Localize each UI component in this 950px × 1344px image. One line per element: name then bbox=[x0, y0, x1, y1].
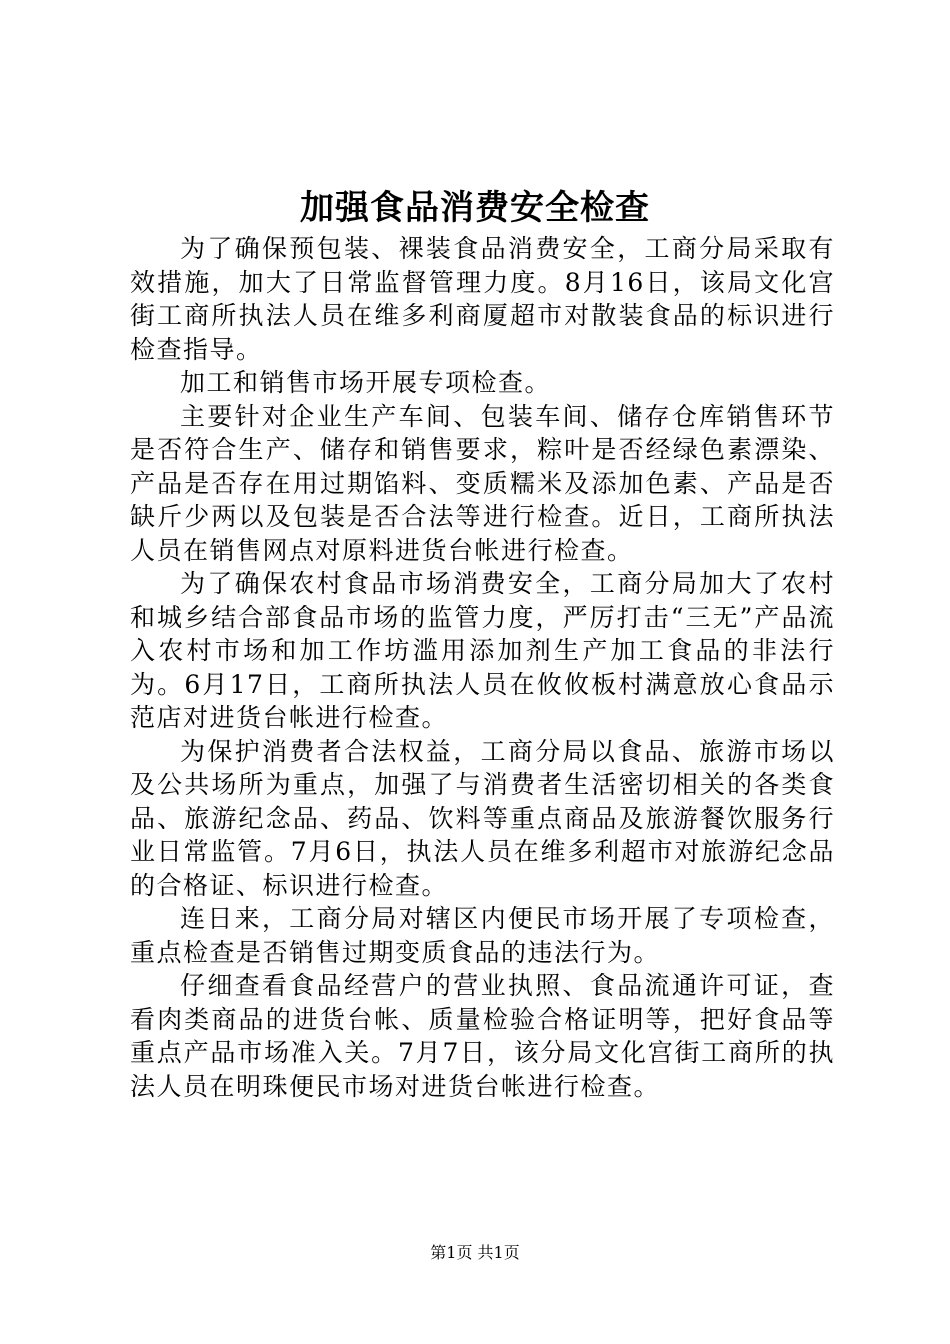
paragraph-2: 加工和销售市场开展专项检查。 bbox=[180, 368, 552, 397]
paragraph-3: 主要针对企业生产车间、包装车间、储存仓库销售环节是否符合生产、储存和销售要求，粽叶是否经绿色素漂染、产品是否存在用过期馅料、变质糯米及添加色素、产品是否缺斤少两以及包装是否合法等进行检查。近日，工商所执法人员在销售网点对原料进货台帐进行检查。 bbox=[130, 401, 835, 565]
page-footer: 第1页 共1页 bbox=[430, 1243, 520, 1262]
paragraph-5: 为保护消费者合法权益，工商分局以食品、旅游市场以及公共场所为重点，加强了与消费者生活密切相关的各类食品、旅游纪念品、药品、饮料等重点商品及旅游餐饮服务行业日常监管。7月6日，执法人员在维多利超市对旅游纪念品的合格证、标识进行检查。 bbox=[130, 736, 835, 900]
paragraph-6: 连日来，工商分局对辖区内便民市场开展了专项检查，重点检查是否销售过期变质食品的违法行为。 bbox=[130, 904, 835, 967]
paragraph-7: 仔细查看食品经营户的营业执照、食品流通许可证，查看肉类商品的进货台帐、质量检验合格证明等，把好食品等重点产品市场准入关。7月7日，该分局文化宫街工商所的执法人员在明珠便民市场对进货台帐进行检查。 bbox=[130, 971, 835, 1101]
document-title: 加强食品消费安全检查 bbox=[300, 188, 650, 228]
paragraph-4: 为了确保农村食品市场消费安全，工商分局加大了农村和城乡结合部食品市场的监管力度，严厉打击“三无”产品流入农村市场和加工作坊滥用添加剂生产加工食品的非法行为。6月17日，工商所执法人员在攸攸板村满意放心食品示范店对进货台帐进行检查。 bbox=[130, 569, 835, 732]
paragraph-1: 为了确保预包装、裸装食品消费安全，工商分局采取有效措施，加大了日常监督管理力度。8月16日，该局文化宫街工商所执法人员在维多利商厦超市对散装食品的标识进行检查指导。 bbox=[130, 234, 835, 364]
document-body bbox=[130, 232, 835, 1103]
